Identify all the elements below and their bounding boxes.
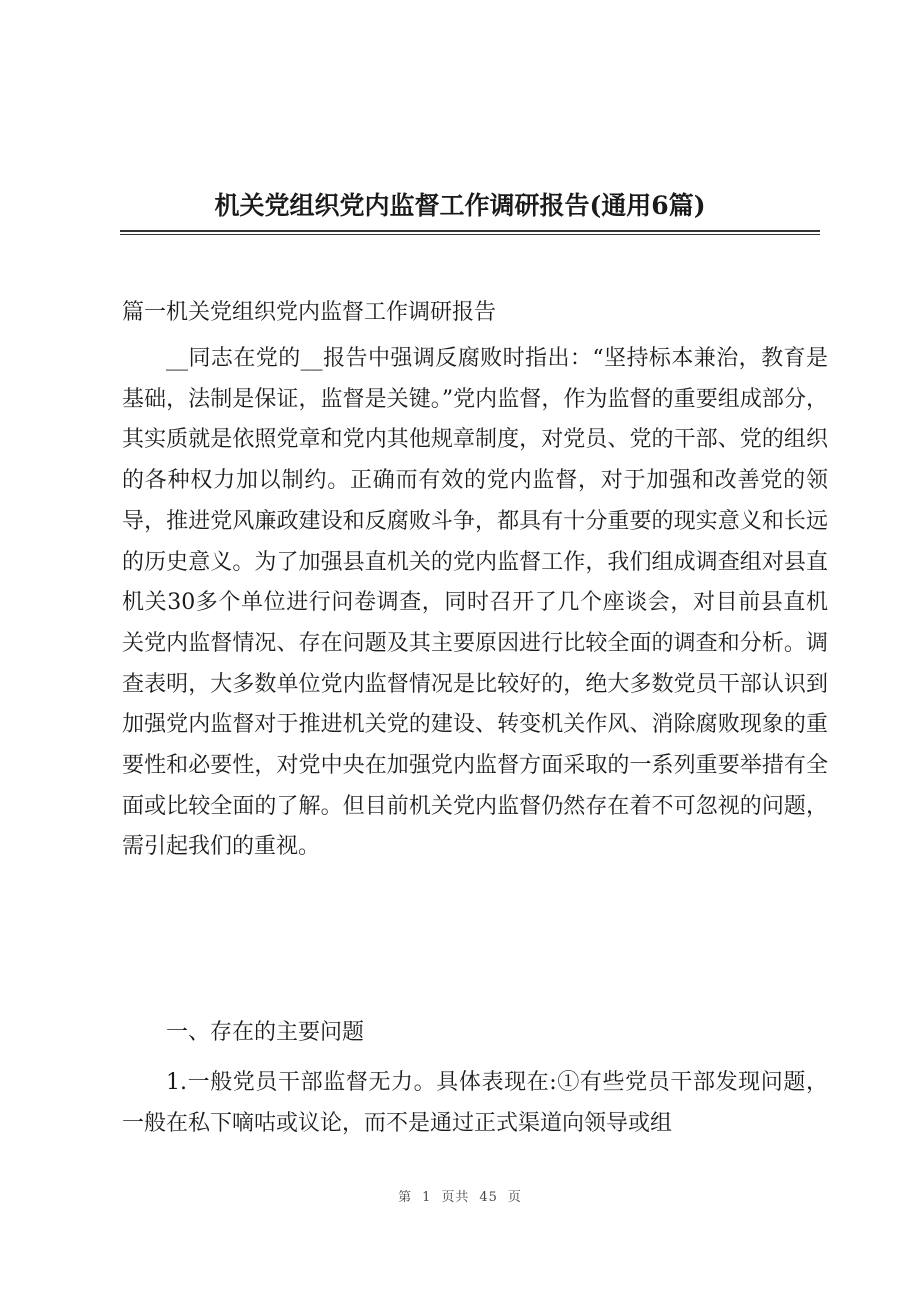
page-footer <box>0 1186 920 1205</box>
article-heading: 篇一机关党组织党内监督工作调研报告 <box>122 300 497 325</box>
document-title: 机关党组织党内监督工作调研报告(通用6篇) <box>214 191 706 220</box>
footer-prefix: 第 <box>398 1190 413 1205</box>
footer-middle: 页共 <box>441 1190 470 1205</box>
footer-suffix: 页 <box>507 1190 522 1205</box>
footer-page-number: 1 <box>422 1190 432 1205</box>
paragraph-problem-1: 1.一般党员干部监督无力。具体表现在:①有些党员干部发现问题，一般在私下嘀咕或议论，而不是通过正式渠道向领导或组 <box>122 1070 828 1136</box>
paragraph-intro: __同志在党的__报告中强调反腐败时指出：“坚持标本兼治，教育是基础，法制是保证，监督是关键。”党内监督，作为监督的重要组成部分，其实质就是依照党章和党内其他规章制度，对党员、党的干部、党的组织的各种权力加以制约。正确而有效的党内监督，对于加强和改善党的领导，推进党风廉政建设和反腐败斗争，都具有十分重要的现实意义和长远的历史意义。为了加强县直机关的党内监督工作，我们组成调查组对县直机关30多个单位进行问卷调查，同时召开了几个座谈会，对目前县直机关党内监督情况、存在问题及其主要原因进行比较全面的调查和分析。调查表明，大多数单位党内监督情况是比较好的，绝大多数党员干部认识到加强党内监督对于推进机关党的建设、转变机关作风、消除腐败现象的重要性和必要性，对党中央在加强党内监督方面采取的一系列重要举措有全面或比较全面的了解。但目前机关党内监督仍然存在着不可忽视的问题，需引起我们的重视。 <box>122 346 828 860</box>
section-heading: 一、存在的主要问题 <box>166 1020 365 1045</box>
footer-total-pages: 45 <box>479 1190 498 1205</box>
body-text <box>122 339 828 868</box>
title-double-rule <box>120 230 820 235</box>
